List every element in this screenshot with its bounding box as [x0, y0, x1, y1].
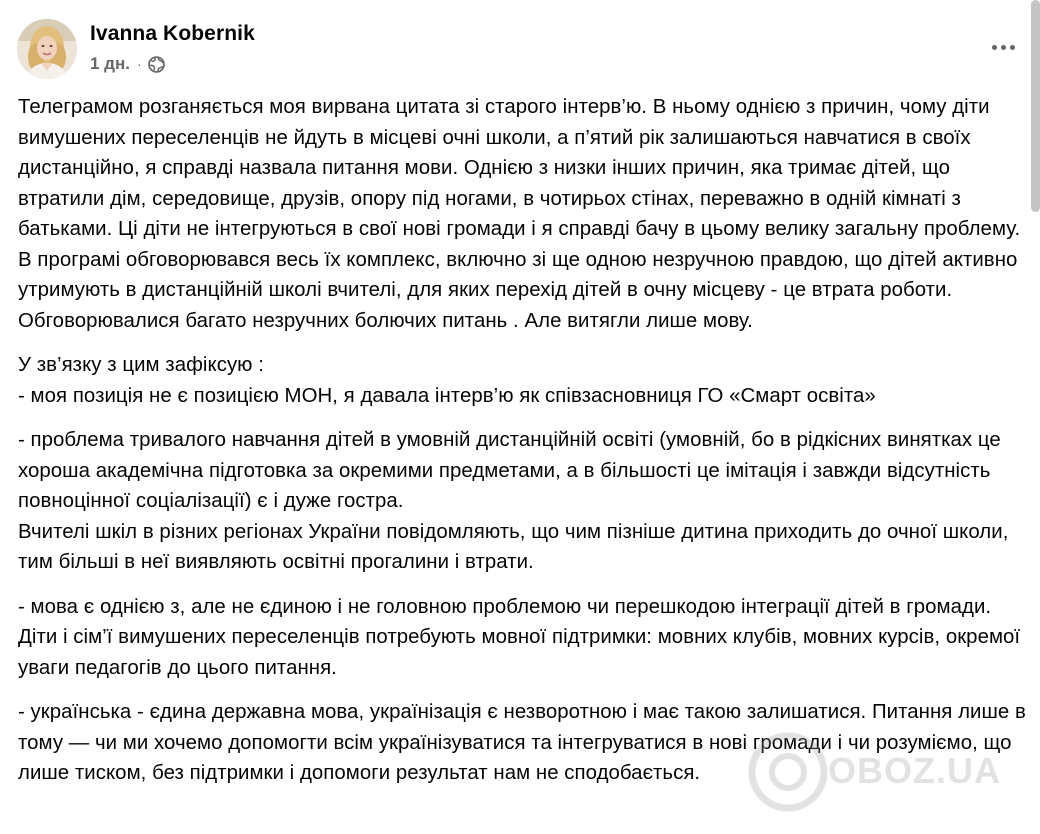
more-options-button[interactable]: [985, 36, 1021, 58]
more-horizontal-icon-dot: [1001, 45, 1006, 50]
avatar-photo: [17, 19, 77, 79]
paragraph-point-position: - моя позиція не є позицією МОН, я давала інтерв’ю як співзасновниця ГО «Смарт освіта»: [18, 384, 876, 407]
watermark-text: OBOZ.UA: [828, 750, 1001, 791]
paragraph-point-remote-learning: - проблема тривалого навчання дітей в умовній дистанційній освіті (умовній, бо в рідкісних винятках це хороша академічна підготовка за окремими предметами, а в більшості це імітація і завжди відсутність повноцінної соціалізації) є і дуже гостра.: [18, 429, 1001, 512]
paragraph-teachers-report: Вчителі шкіл в різних регіонах України повідомляють, що чим пізніше дитина приходить до очної школи, тим більші в неї виявляють освітні прогалини і втрати.: [18, 520, 1009, 573]
scrollbar-thumb[interactable]: [1031, 0, 1040, 212]
paragraph-context: Телеграмом розганяється моя вирвана цитата зі старого інтерв’ю. В ньому однією з причин, чому діти вимушених переселенців не йдуть в місцеві очні школи, а п’ятий рік залишаються навчатися в своїх дистанційно, я справді назвала питання мови. Однією з низки інших причин, яка тримає дітей, що втратили дім, середовище, друзів, опору під ногами, в чотирьох стінах, переважно в одній кімнаті з батьками. Ці діти не інтегруються в свої нові громади і я справді бачу в цьому велику загальну проблему. В програмі обговорювався весь їх комплекс, включно зі ще одною незручною правдою, що дітей активно утримують в дистанційній школі вчителі, для яких перехід дітей в очну місцеву - це втрата роботи. Обговорювалися багато незручних болючих питань . Але витягли лише мову.: [18, 96, 1021, 332]
author-name[interactable]: Ivanna Kobernik: [90, 22, 255, 45]
paragraph-intro: У зв’язку з цим зафіксую :: [18, 354, 264, 376]
post-body: [18, 92, 1032, 789]
meta-separator: ·: [136, 56, 142, 72]
post-meta: [90, 54, 165, 74]
post-timestamp[interactable]: 1 дн.: [90, 54, 130, 73]
post-header: [17, 19, 1017, 81]
paragraph-point-ukrainian: - українська - єдина державна мова, українізація є незворотною і має такою залишатися. Питання лише в тому — чи ми хочемо допомогти всім українізуватися та інтегруватися в нові громади і чи розуміємо, що лише тиском, без підтримки і допомоги результат нам не сподобається.: [18, 701, 1026, 784]
more-horizontal-icon-dot: [1010, 45, 1015, 50]
paragraph-point-language: - мова є однією з, але не єдиною і не головною проблемою чи перешкодою інтеграції дітей в громади. Діти і сім’ї вимушених переселенців потребують мовної підтримки: мовних клубів, мовних курсів, окремої уваги педагогів до цього питання.: [18, 595, 1021, 679]
globe-icon[interactable]: [148, 56, 165, 73]
more-horizontal-icon: [992, 45, 997, 50]
author-avatar[interactable]: [17, 19, 77, 79]
